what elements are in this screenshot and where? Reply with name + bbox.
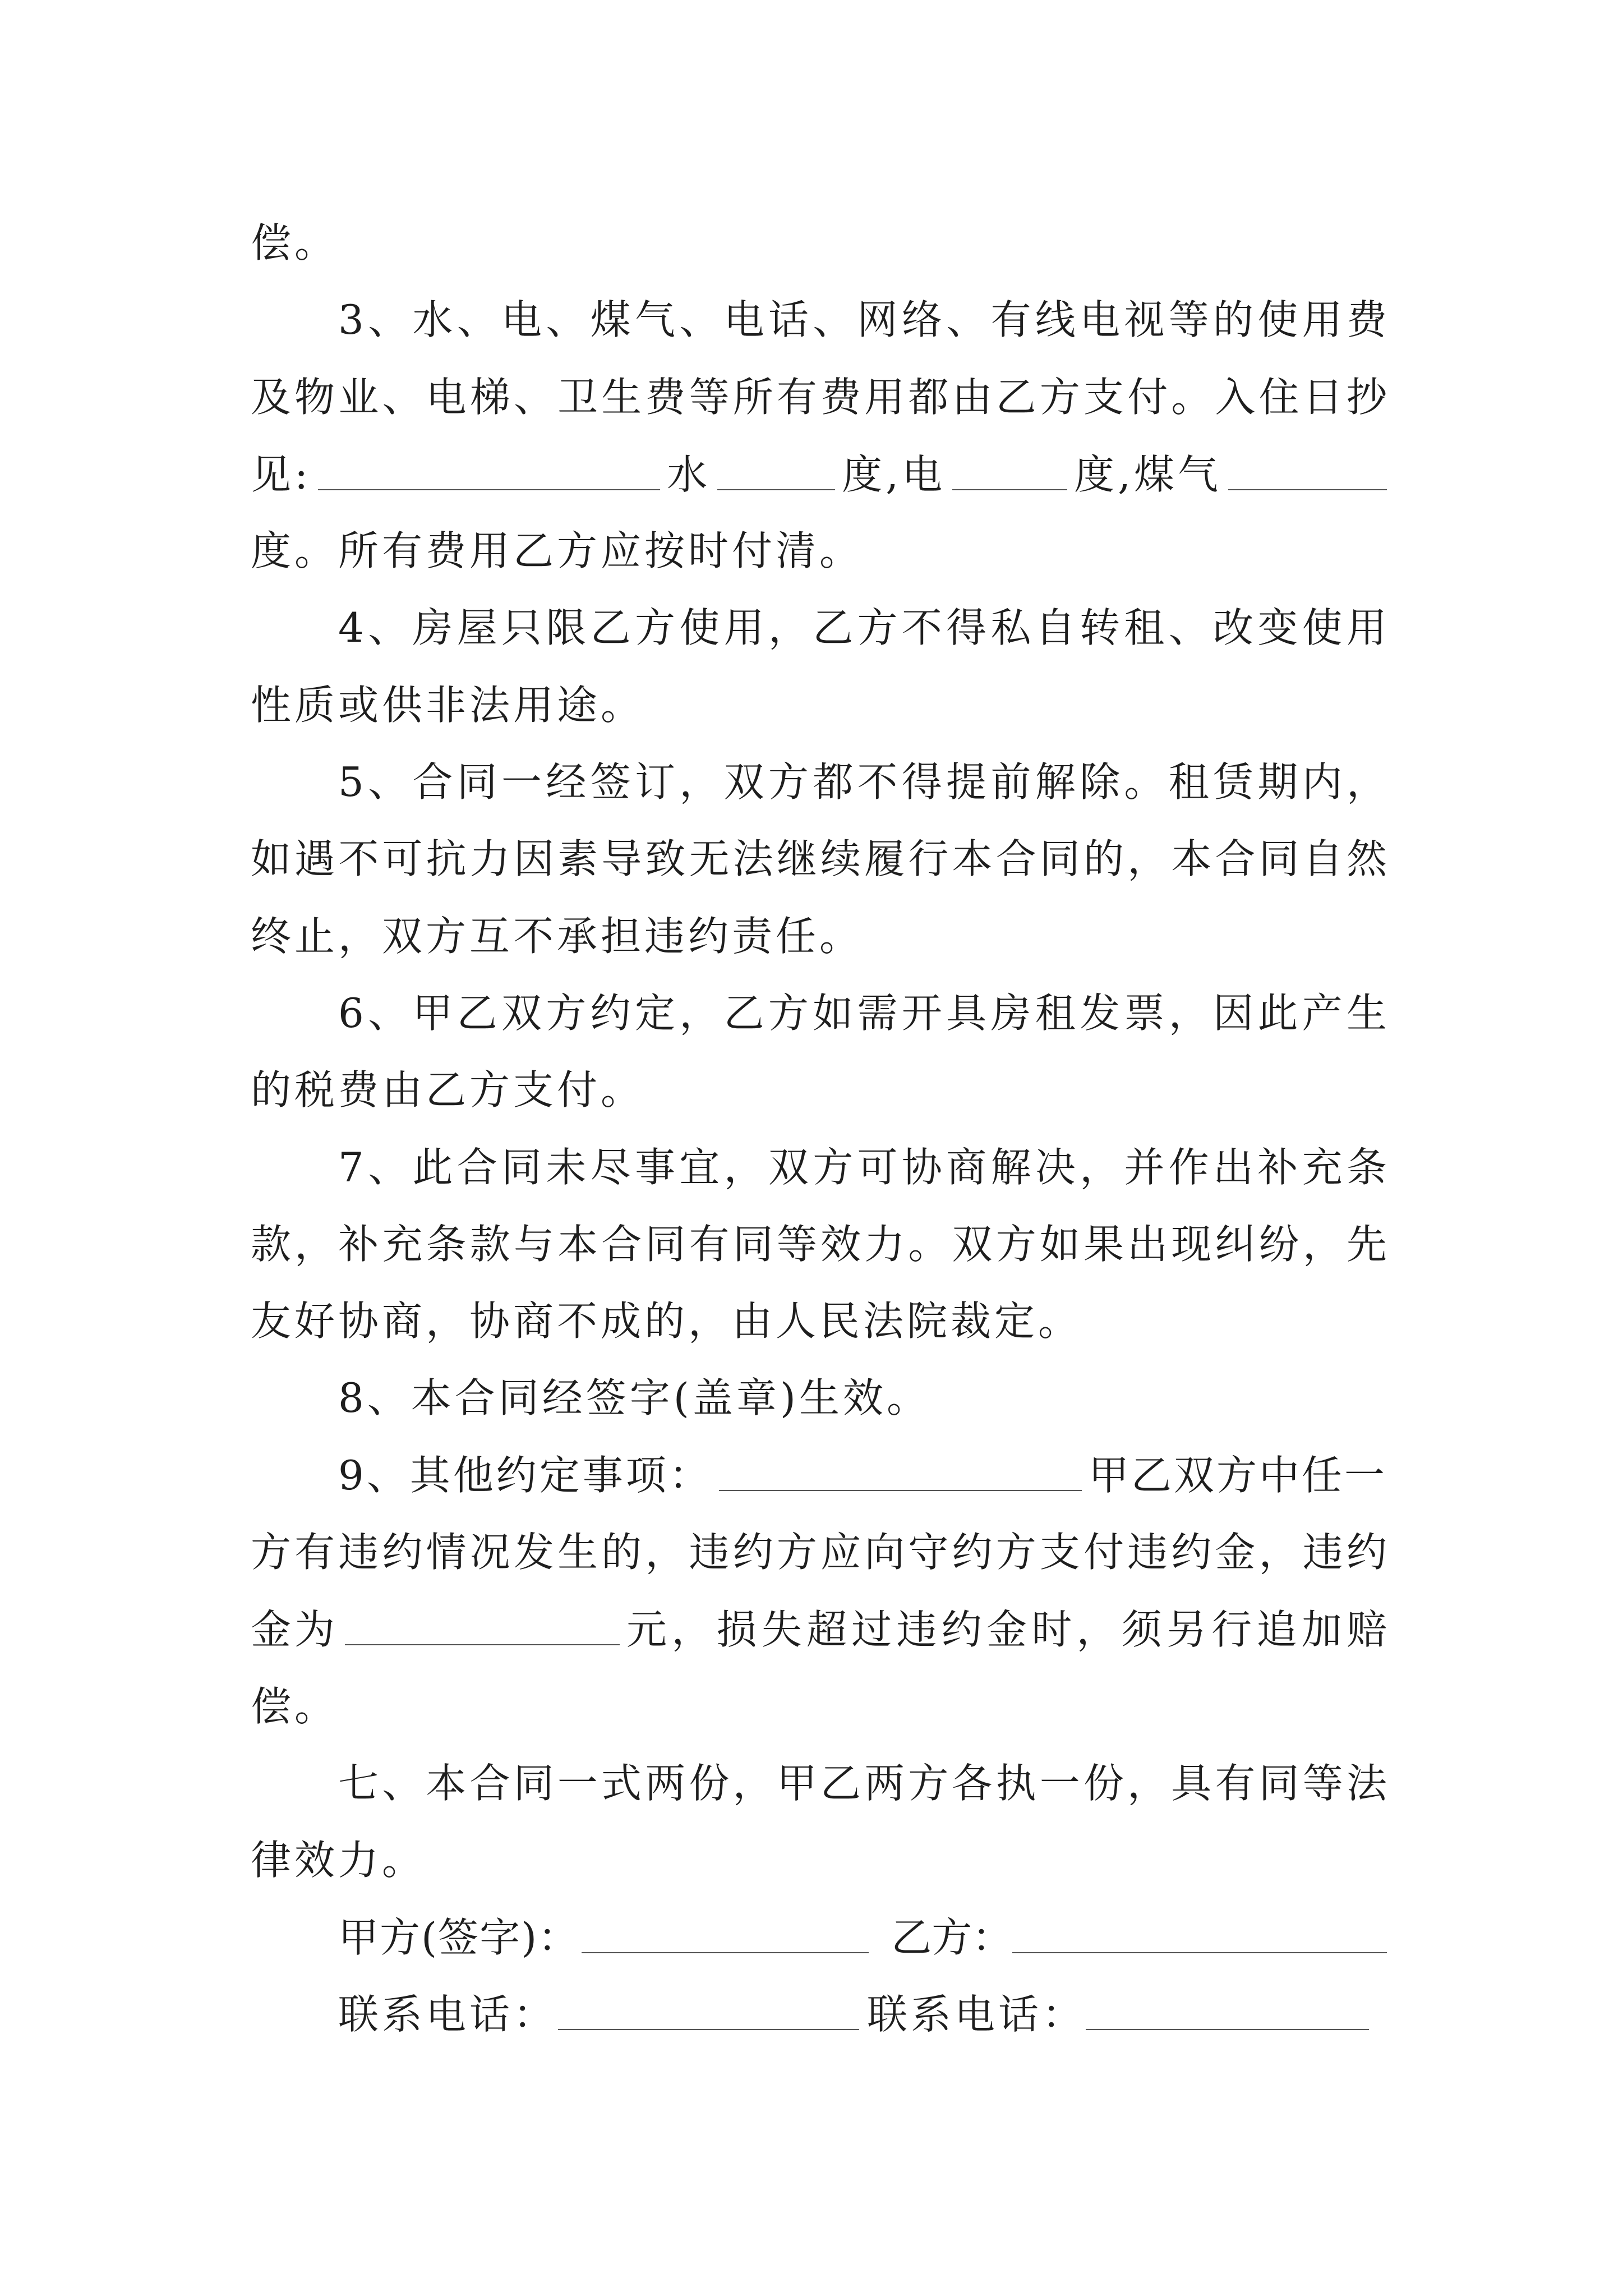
- other-terms-blank: [719, 1460, 1082, 1491]
- party-b-phone-blank: [1086, 1999, 1369, 2030]
- paragraph-continuation: [251, 205, 1387, 282]
- clause-8-effect: [251, 1360, 1387, 1437]
- party-a-phone-label: 联系电话：: [338, 1991, 557, 2039]
- paragraph-line: 偿。: [251, 219, 339, 266]
- other-terms-continuation: 甲乙双方中任一: [1088, 1452, 1387, 1499]
- clause-copies: [251, 1745, 1387, 1899]
- water-reading-blank: [717, 459, 835, 490]
- party-b-signature-blank: [1012, 1922, 1387, 1953]
- clause-9-other-terms: [251, 1437, 1387, 1745]
- paragraph-line: 偿。: [251, 1682, 339, 1730]
- paragraph-line: 款，补充条款与本合同有同等效力。双方如果出现纠纷，先: [251, 1220, 1387, 1268]
- water-label: 水: [667, 450, 711, 498]
- contract-page-body: [251, 205, 1387, 2053]
- other-terms-line: [251, 1437, 1387, 1514]
- party-a-phone-blank: [558, 1999, 859, 2030]
- signature-line: [251, 1899, 1387, 1976]
- paragraph-line: 终止，双方互不承担违约责任。: [251, 912, 864, 960]
- penalty-amount-line: [251, 1591, 1387, 1668]
- paragraph-line: 8、本合同经签字(盖章)生效。: [338, 1374, 930, 1422]
- paragraph-line: 七、本合同一式两份，甲乙两方各执一份，具有同等法: [338, 1759, 1387, 1807]
- signature-block: [251, 1899, 1387, 2054]
- clause-4-usage: [251, 590, 1387, 744]
- paragraph-line: 6、甲乙双方约定，乙方如需开具房租发票，因此产生: [338, 989, 1387, 1037]
- party-b-phone-label: 联系电话：: [867, 1991, 1086, 2039]
- penalty-amount-label: 金为: [251, 1605, 339, 1653]
- clause-5-termination: [251, 744, 1387, 975]
- clause-6-invoice: [251, 975, 1387, 1129]
- phone-line: [251, 1976, 1387, 2053]
- meter-reading-line: [251, 436, 1387, 513]
- clause-3-utilities: [251, 282, 1387, 590]
- paragraph-line: 性质或供非法用途。: [251, 681, 645, 729]
- penalty-amount-text: 元，损失超过违约金时，须另行追加赔: [626, 1607, 1387, 1652]
- electricity-label: 度,电: [842, 450, 946, 498]
- meter-reading-date-blank: [318, 459, 660, 490]
- paragraph-line: 友好协商，协商不成的，由人民法院裁定。: [251, 1297, 1082, 1345]
- paragraph-line: 的税费由乙方支付。: [251, 1066, 645, 1114]
- party-a-signature-blank: [582, 1922, 869, 1953]
- paragraph-line: 如遇不可抗力因素导致无法继续履行本合同的，本合同自然: [251, 835, 1387, 883]
- gas-reading-blank: [1228, 459, 1387, 490]
- gas-label: 度,煤气: [1074, 450, 1222, 498]
- penalty-amount-blank: [345, 1614, 620, 1645]
- paragraph-line: 5、合同一经签订，双方都不得提前解除。租赁期内，: [338, 758, 1387, 806]
- paragraph-line: 及物业、电梯、卫生费等所有费用都由乙方支付。入住日抄: [251, 373, 1387, 421]
- party-b-signature-label: 乙方：: [891, 1914, 1013, 1962]
- paragraph-line: 7、此合同未尽事宜，双方可协商解决，并作出补充条: [338, 1143, 1387, 1191]
- paragraph-line: 4、房屋只限乙方使用，乙方不得私自转租、改变使用: [338, 604, 1387, 652]
- paragraph-line: 方有违约情况发生的，违约方应向守约方支付违约金，违约: [251, 1529, 1387, 1576]
- other-terms-label: 9、其他约定事项：: [338, 1452, 712, 1499]
- paragraph-line: 3、水、电、煤气、电话、网络、有线电视等的使用费: [338, 296, 1387, 344]
- clause-7-disputes: [251, 1129, 1387, 1360]
- party-a-signature-label: 甲方(签字)：: [338, 1914, 580, 1962]
- electricity-reading-blank: [952, 459, 1067, 490]
- meter-reading-label: 见:: [251, 450, 312, 498]
- paragraph-line: 律效力。: [251, 1837, 426, 1884]
- paragraph-line: 度。所有费用乙方应按时付清。: [251, 527, 864, 575]
